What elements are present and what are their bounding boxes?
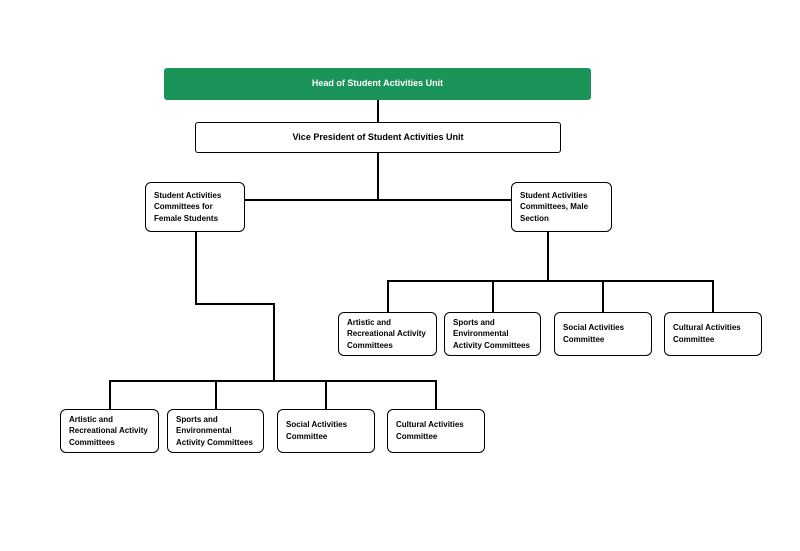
node-label: Student Activities Committees, Male Section (520, 190, 589, 223)
connector-male-down (547, 231, 549, 281)
node-head-of-student-activities-unit[interactable] (164, 68, 591, 100)
connector-female-elbow (195, 303, 275, 305)
node-female-social-activities[interactable] (277, 409, 375, 453)
connector-female-child-2 (215, 380, 217, 409)
connector-female-drop (273, 303, 275, 381)
node-male-sports-environmental[interactable] (444, 312, 541, 356)
connector-female-child-3 (325, 380, 327, 409)
node-male-cultural-activities[interactable] (664, 312, 762, 356)
node-label: Social Activities Committee (286, 420, 348, 441)
node-male-artistic-recreational[interactable] (338, 312, 437, 356)
node-female-committees[interactable] (145, 182, 245, 232)
connector-male-child-3 (602, 280, 604, 313)
connector-male-bus (387, 280, 713, 282)
connector-female-child-1 (109, 380, 111, 409)
node-label: Cultural Activities Committee (673, 323, 741, 344)
connector-male-child-4 (712, 280, 714, 313)
connector-female-bus (109, 380, 436, 382)
node-label: Artistic and Recreational Activity Committees (347, 317, 426, 350)
node-female-sports-environmental[interactable] (167, 409, 264, 453)
node-label: Cultural Activities Committee (396, 420, 464, 441)
connector-male-child-2 (492, 280, 494, 313)
connector-female-down (195, 231, 197, 304)
node-label: Student Activities Committees for Female Students (154, 190, 222, 223)
node-female-artistic-recreational[interactable] (60, 409, 159, 453)
node-vice-president[interactable] (195, 122, 561, 153)
node-label: Vice President of Student Activities Unit (292, 131, 464, 142)
node-label: Sports and Environmental Activity Committees (176, 414, 253, 447)
node-female-cultural-activities[interactable] (387, 409, 485, 453)
connector-vp-down (377, 152, 379, 200)
node-label: Social Activities Committee (563, 323, 625, 344)
connector-root-to-vp (377, 99, 379, 123)
connector-female-child-4 (435, 380, 437, 409)
node-label: Sports and Environmental Activity Committees (453, 317, 530, 350)
node-label: Head of Student Activities Unit (311, 78, 444, 89)
connector-branch-bus (195, 199, 562, 201)
connector-male-child-1 (387, 280, 389, 313)
node-male-social-activities[interactable] (554, 312, 652, 356)
node-label: Artistic and Recreational Activity Committees (69, 414, 148, 447)
node-male-committees[interactable] (511, 182, 612, 232)
